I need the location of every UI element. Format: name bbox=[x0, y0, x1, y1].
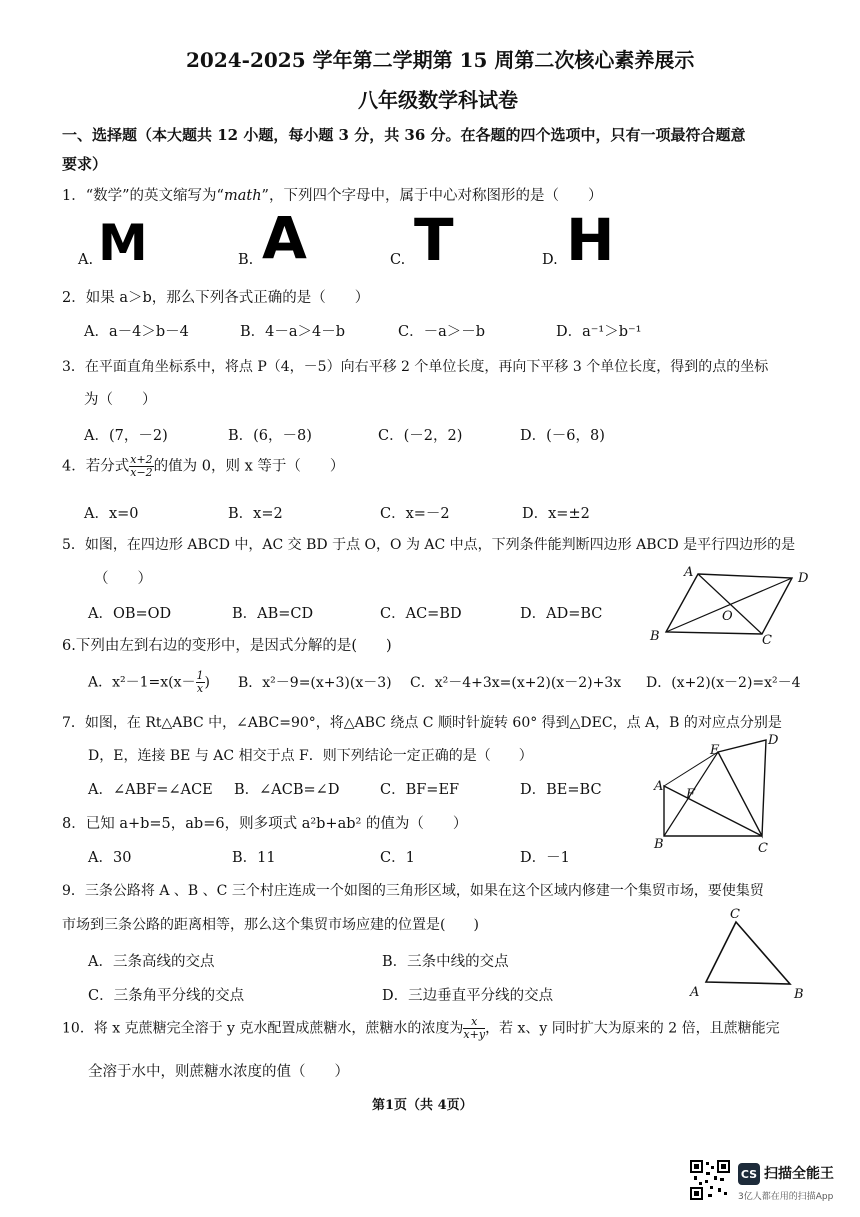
question-6-stem: 6.下列由左到右边的变形中，是因式分解的是( ) bbox=[62, 638, 392, 654]
q1-letter-h: H bbox=[566, 206, 615, 274]
question-7-stem: 7．如图，在 Rt△ABC 中，∠ABC=90°，将△ABC 绕点 C 顺时针旋转 60° 得到△DEC，点 A，B 的对应点分别是 bbox=[62, 715, 782, 731]
q6-option-d: D．(x+2)(x－2)=x²－4 bbox=[646, 675, 801, 691]
q1-letter-m: M bbox=[98, 214, 148, 272]
q7-label-d: D bbox=[768, 733, 779, 748]
question-5-stem-cont: （ ） bbox=[94, 571, 152, 587]
q5-option-c: C．AC=BD bbox=[380, 606, 462, 622]
q5-label-o: O bbox=[722, 609, 733, 624]
exam-subtitle: 八年级数学科试卷 bbox=[358, 88, 518, 112]
q9-figure-triangle bbox=[686, 904, 816, 1004]
q7-label-f: F bbox=[686, 787, 696, 802]
q3-option-b: B．(6，－8) bbox=[228, 428, 312, 444]
q7-option-a: A．∠ABF=∠ACE bbox=[88, 782, 213, 798]
question-1-stem: 1．“数学”的英文缩写为“math”，下列四个字母中，属于中心对称图形的是（ ） bbox=[62, 188, 603, 204]
q9-option-c: C．三条角平分线的交点 bbox=[88, 988, 245, 1004]
section-heading: 一、选择题（本大题共 12 小题，每小题 3 分，共 36 分。在各题的四个选项中，只有一项最符合题意 bbox=[62, 126, 746, 144]
q5-label-a: A bbox=[684, 565, 694, 580]
question-5-stem: 5．如图，在四边形 ABCD 中，AC 交 BD 于点 O，O 为 AC 中点，下列条件能判断四边形 ABCD 是平行四边形的是 bbox=[62, 537, 796, 553]
q5-figure-parallelogram bbox=[640, 560, 820, 650]
q1-letter-t: T bbox=[414, 206, 454, 274]
q2-option-a: A．a－4＞b－4 bbox=[84, 324, 189, 340]
q4-option-a: A．x=0 bbox=[84, 506, 139, 522]
q8-option-b: B．11 bbox=[232, 850, 276, 866]
q7-option-c: C．BF=EF bbox=[380, 782, 460, 798]
q7-option-d: D．BE=BC bbox=[520, 782, 602, 798]
question-9-stem: 9．三条公路将 A 、B 、C 三个村庄连成一个如图的三角形区域，如果在这个区域内修建一个集贸市场，要使集贸 bbox=[62, 883, 764, 899]
q10-fraction: $\frac{x}{x+y}$ bbox=[463, 1015, 486, 1041]
camscanner-logo-icon: CS bbox=[738, 1163, 760, 1185]
q7-label-e: E bbox=[710, 743, 720, 758]
app-slogan: 3亿人都在用的扫描App bbox=[738, 1192, 834, 1202]
q7-label-b: B bbox=[654, 837, 664, 852]
q1-option-c-label: C. bbox=[390, 252, 406, 268]
page-number: 第1页（共 4页） bbox=[372, 1098, 473, 1113]
q9-label-a: A bbox=[690, 985, 700, 1000]
section-heading-cont: 要求） bbox=[62, 155, 108, 173]
question-8-stem: 8．已知 a+b=5，ab=6，则多项式 a²b+ab² 的值为（ ） bbox=[62, 816, 468, 832]
question-9-stem-cont: 市场到三条公路的距离相等，那么这个集贸市场应建的位置是( ) bbox=[62, 917, 479, 933]
q2-option-b: B．4－a＞4－b bbox=[240, 324, 346, 340]
q9-label-b: B bbox=[794, 987, 804, 1002]
q5-label-d: D bbox=[798, 571, 809, 586]
q5-option-d: D．AD=BC bbox=[520, 606, 603, 622]
q6-option-b: B．x²－9=(x+3)(x－3) bbox=[238, 675, 392, 691]
question-10-stem-cont: 全溶于水中，则蔗糖水浓度的值（ ） bbox=[88, 1064, 349, 1080]
qr-code-icon bbox=[690, 1160, 730, 1200]
question-4-stem: 4．若分式 $\frac{x+2}{x-2}$ 的值为 0，则 x 等于（ ） bbox=[62, 453, 345, 479]
exam-title: 2024-2025 学年第二学期第 15 周第二次核心素养展示 bbox=[186, 48, 695, 72]
question-3-stem-cont: 为（ ） bbox=[84, 392, 157, 408]
q7-option-b: B．∠ACB=∠D bbox=[234, 782, 340, 798]
q1-letter-a: A bbox=[262, 204, 307, 272]
q5-option-a: A．OB=OD bbox=[88, 606, 172, 622]
q2-option-c: C．－a＞－b bbox=[398, 324, 486, 340]
q7-figure-rotation bbox=[648, 730, 818, 865]
question-3-stem: 3．在平面直角坐标系中，将点 P（4，－5）向右平移 2 个单位长度，再向下平移 3 个单位长度，得到的点的坐标 bbox=[62, 359, 769, 375]
q4-option-d: D．x=±2 bbox=[522, 506, 590, 522]
q6-fraction: $\frac{1}{x}$ bbox=[196, 669, 204, 695]
q6-option-a: A．x²－1=x(x－ $\frac{1}{x}$ ) bbox=[88, 669, 210, 695]
q8-option-c: C．1 bbox=[380, 850, 415, 866]
q7-label-a: A bbox=[654, 779, 664, 794]
q1-option-d-label: D. bbox=[542, 252, 558, 268]
q1-option-a-label: A. bbox=[78, 252, 94, 268]
q8-option-d: D．－1 bbox=[520, 850, 570, 866]
q3-option-a: A．(7，－2) bbox=[84, 428, 168, 444]
q9-option-b: B．三条中线的交点 bbox=[382, 954, 509, 970]
q8-option-a: A．30 bbox=[88, 850, 132, 866]
question-10-stem: 10．将 x 克蔗糖完全溶于 y 克水配置成蔗糖水，蔗糖水的浓度为 $\frac{x}{x+y}$ ，若 x、y 同时扩大为原来的 2 倍，且蔗糖能完 bbox=[62, 1015, 780, 1041]
q9-label-c: C bbox=[730, 907, 740, 922]
app-name: 扫描全能王 bbox=[764, 1166, 834, 1182]
question-2-stem: 2．如果 a＞b，那么下列各式正确的是（ ） bbox=[62, 290, 370, 306]
q4-option-c: C．x=－2 bbox=[380, 506, 450, 522]
q7-label-c: C bbox=[758, 841, 768, 856]
q2-option-d: D．a⁻¹＞b⁻¹ bbox=[556, 324, 642, 340]
question-7-stem-cont: D，E，连接 BE 与 AC 相交于点 F．则下列结论一定正确的是（ ） bbox=[88, 748, 533, 764]
q5-option-b: B．AB=CD bbox=[232, 606, 314, 622]
q3-option-c: C．(－2，2) bbox=[378, 428, 463, 444]
q4-option-b: B．x=2 bbox=[228, 506, 283, 522]
q4-fraction: $\frac{x+2}{x-2}$ bbox=[130, 453, 153, 479]
q5-label-b: B bbox=[650, 629, 660, 644]
q5-label-c: C bbox=[762, 633, 772, 648]
q1-option-b-label: B. bbox=[238, 252, 254, 268]
q9-option-a: A．三条高线的交点 bbox=[88, 954, 215, 970]
q9-option-d: D．三边垂直平分线的交点 bbox=[382, 988, 554, 1004]
q3-option-d: D．(－6，8) bbox=[520, 428, 605, 444]
q6-option-c: C．x²－4+3x=(x+2)(x－2)+3x bbox=[410, 675, 622, 691]
